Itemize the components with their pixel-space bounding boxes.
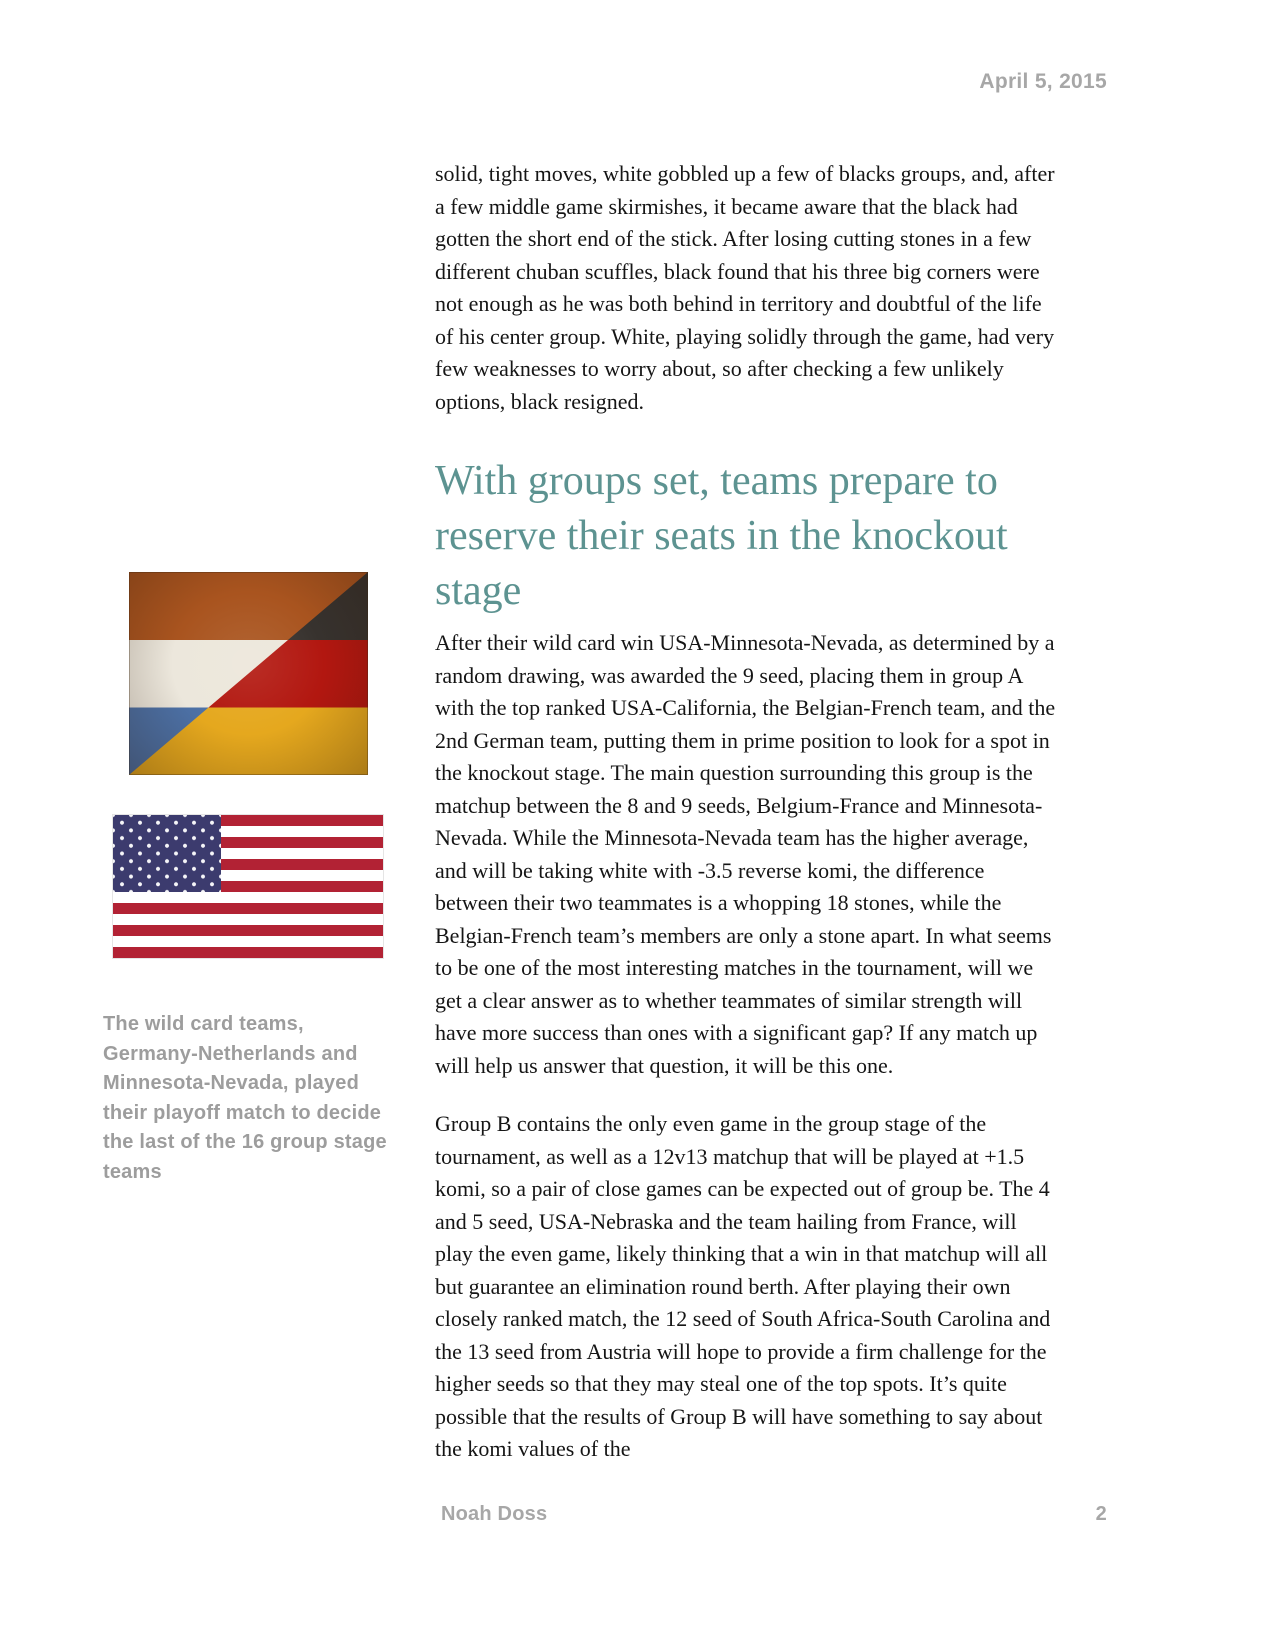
usa-flag-image <box>113 815 383 958</box>
header-date: April 5, 2015 <box>979 70 1107 93</box>
page-footer <box>441 1503 1107 1526</box>
body-paragraph-group-a: After their wild card win USA-Minnesota-Nevada, as determined by a random drawing, was awarded the 9 seed, placing them in group A with the top ranked USA-California, the Belgian-French team, and the 2nd German team, putting them in prime position to look for a spot in the knockout stage. The main question surrounding this group is the matchup between the 8 and 9 seeds, Belgium-France and Minnesota-Nevada. While the Minnesota-Nevada team has the higher average, and will be taking white with -3.5 reverse komi, the difference between their two teammates is a whopping 18 stones, while the Belgian-French team’s members are only a stone apart. In what seems to be one of the most interesting matches in the tournament, will we get a clear answer as to whether teammates of similar strength will have more success than ones with a significant gap? If any match up will help us answer that question, it will be this one. <box>435 630 1056 1078</box>
body-paragraph-intro: solid, tight moves, white gobbled up a few of blacks groups, and, after a few middle game skirmishes, it became aware that the black had gotten the short end of the stick. After losing cutting stones in a few different chuban scuffles, black found that his three big corners were not enough as he was both behind in territory and doubtful of the life of his center group. White, playing solidly through the game, had very few weaknesses to worry about, so after checking a few unlikely options, black resigned. <box>435 161 1055 414</box>
germany-netherlands-flag-image <box>129 572 368 775</box>
page-number: 2 <box>1095 1503 1107 1525</box>
flag-caption: The wild card teams, Germany-Netherlands and Minnesota-Nevada, played their playoff match to decide the last of the 16 group stage teams <box>103 1013 387 1183</box>
usa-flag-star-canton <box>113 815 221 892</box>
article-body <box>435 158 1059 1466</box>
grunge-texture-overlay <box>129 572 368 775</box>
section-heading: With groups set, teams prepare to reserve their seats in the knockout stage <box>435 458 1008 614</box>
body-paragraph-group-b: Group B contains the only even game in the group stage of the tournament, as well as a 12v13 matchup that will be played at +1.5 komi, so a pair of close games can be expected out of group be. The 4 and 5 seed, USA-Nebraska and the team hailing from France, will play the even game, likely thinking that a win in that matchup will all but guarantee an elimination round berth. After playing their own closely ranked match, the 12 seed of South Africa-South Carolina and the 13 seed from Austria will hope to provide a firm challenge for the higher seeds so that they may steal one of the top spots. It’s quite possible that the results of Group B will have something to say about the komi values of the <box>435 1111 1051 1461</box>
footer-author: Noah Doss <box>441 1503 548 1525</box>
